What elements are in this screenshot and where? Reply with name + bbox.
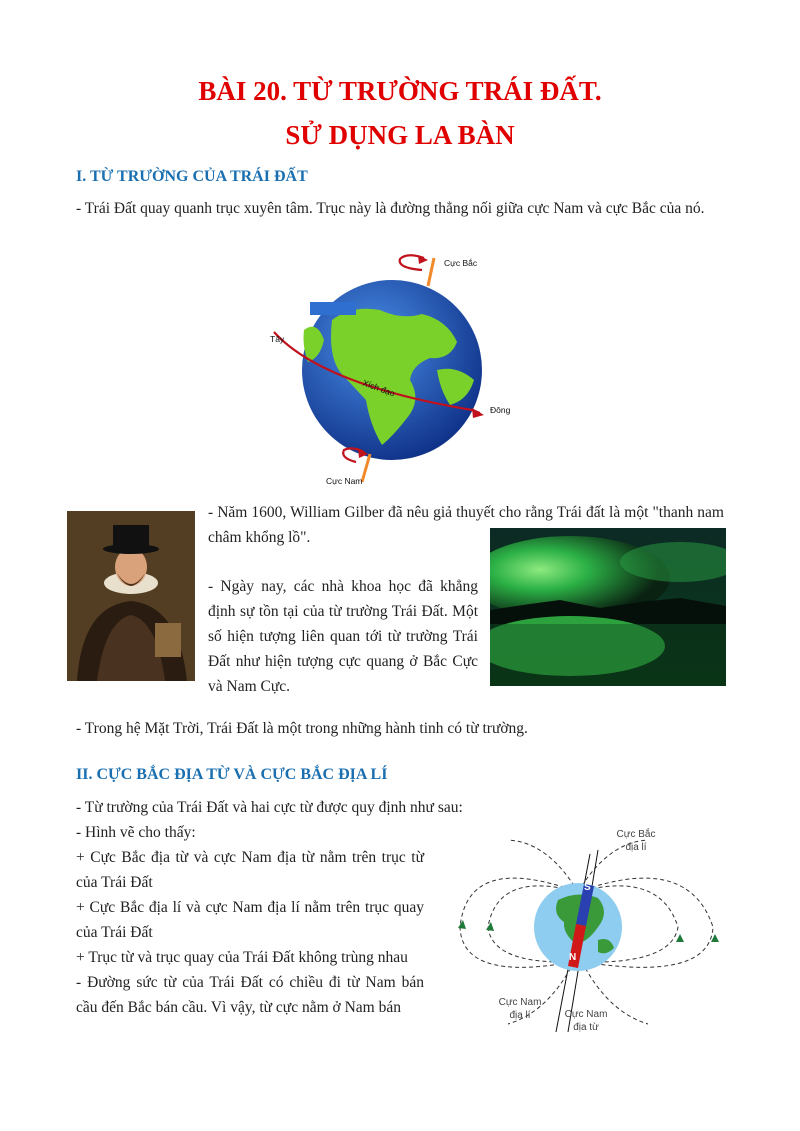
label-mag-south-l1: Cực Nam	[564, 1009, 608, 1020]
label-north-pole: Cực Bắc	[444, 258, 478, 268]
section1-para4: - Trong hệ Mặt Trời, Trái Đất là một trong những hành tinh có từ trường.	[76, 720, 528, 737]
label-geo-south	[490, 996, 550, 1022]
label-east: Đông	[490, 405, 511, 415]
label-west: Tây	[270, 334, 285, 344]
aurora-photo	[490, 528, 726, 686]
section1-para2: - Năm 1600, William Gilber đã nêu giả thuyết cho rằng Trái đất là một "thanh nam châm khổng lồ".	[208, 504, 724, 546]
north-rotation-arrowhead	[418, 255, 428, 264]
field-arrow-1	[458, 920, 466, 929]
label-mag-south	[556, 1008, 616, 1034]
page-title-line2: SỬ DỤNG LA BÀN	[285, 120, 515, 150]
section2-line4: + Cực Bắc địa lí và cực Nam địa lí nằm trên trục quay của Trái Đất	[76, 899, 424, 941]
label-geo-north-l1: Cực Bắc	[616, 829, 656, 840]
portrait-hat-brim	[103, 544, 159, 554]
label-geo-south-l1: Cực Nam	[498, 997, 542, 1008]
earth-rotation-figure	[262, 250, 532, 490]
william-gilbert-portrait	[67, 511, 195, 681]
field-arrow-4	[676, 934, 684, 942]
label-geo-south-l2: địa lí	[509, 1010, 531, 1021]
equator-arrow	[472, 408, 484, 418]
section1-para1: - Trái Đất quay quanh trục xuyên tâm. Trục này là đường thẳng nối giữa cực Nam và cực Bắc của nó.	[76, 200, 705, 217]
label-mag-south-l2: địa từ	[573, 1022, 599, 1033]
field-arrow-2	[486, 922, 494, 931]
label-geo-north	[606, 828, 666, 854]
field-arrow-3	[711, 934, 719, 942]
section2-line1: - Từ trường của Trái Đất và hai cực từ được quy định như sau:	[76, 799, 463, 816]
pole-n-label: N	[569, 952, 577, 963]
label-equator: Xích đạo	[361, 377, 397, 399]
section2-line6: - Đường sức từ của Trái Đất có chiều đi từ Nam bán cầu đến Bắc bán cầu. Vì vậy, từ cực nằm ở Nam bán	[76, 974, 424, 1016]
pole-s-label: S	[584, 882, 591, 893]
section1-para3: - Ngày nay, các nhà khoa học đã khẳng định sự tồn tại của từ trường Trái Đất. Một số hiện tượng liên quan tới từ trường Trái Đất như hiện tượng cực quang ở Bắc Cực và Nam Cực.	[208, 578, 478, 695]
section2-line5: + Trục từ và trục quay của Trái Đất không trùng nhau	[76, 949, 408, 966]
watermark-box	[310, 302, 356, 315]
south-axis	[362, 454, 370, 482]
section2-line3: + Cực Bắc địa từ và cực Nam địa từ nằm trên trục từ của Trái Đất	[76, 849, 424, 891]
label-south-pole: Cực Nam	[326, 476, 363, 486]
section1-heading: I. TỪ TRƯỜNG CỦA TRÁI ĐẤT	[76, 168, 308, 185]
portrait-hands	[155, 623, 181, 657]
section2-line2: - Hình vẽ cho thấy:	[76, 824, 196, 841]
north-axis	[428, 258, 434, 286]
page-title-line1: BÀI 20. TỪ TRƯỜNG TRÁI ĐẤT.	[198, 76, 602, 106]
section2-heading: II. CỰC BẮC ĐỊA TỪ VÀ CỰC BẮC ĐỊA LÍ	[76, 766, 388, 783]
label-geo-north-l2: địa lí	[625, 842, 647, 853]
